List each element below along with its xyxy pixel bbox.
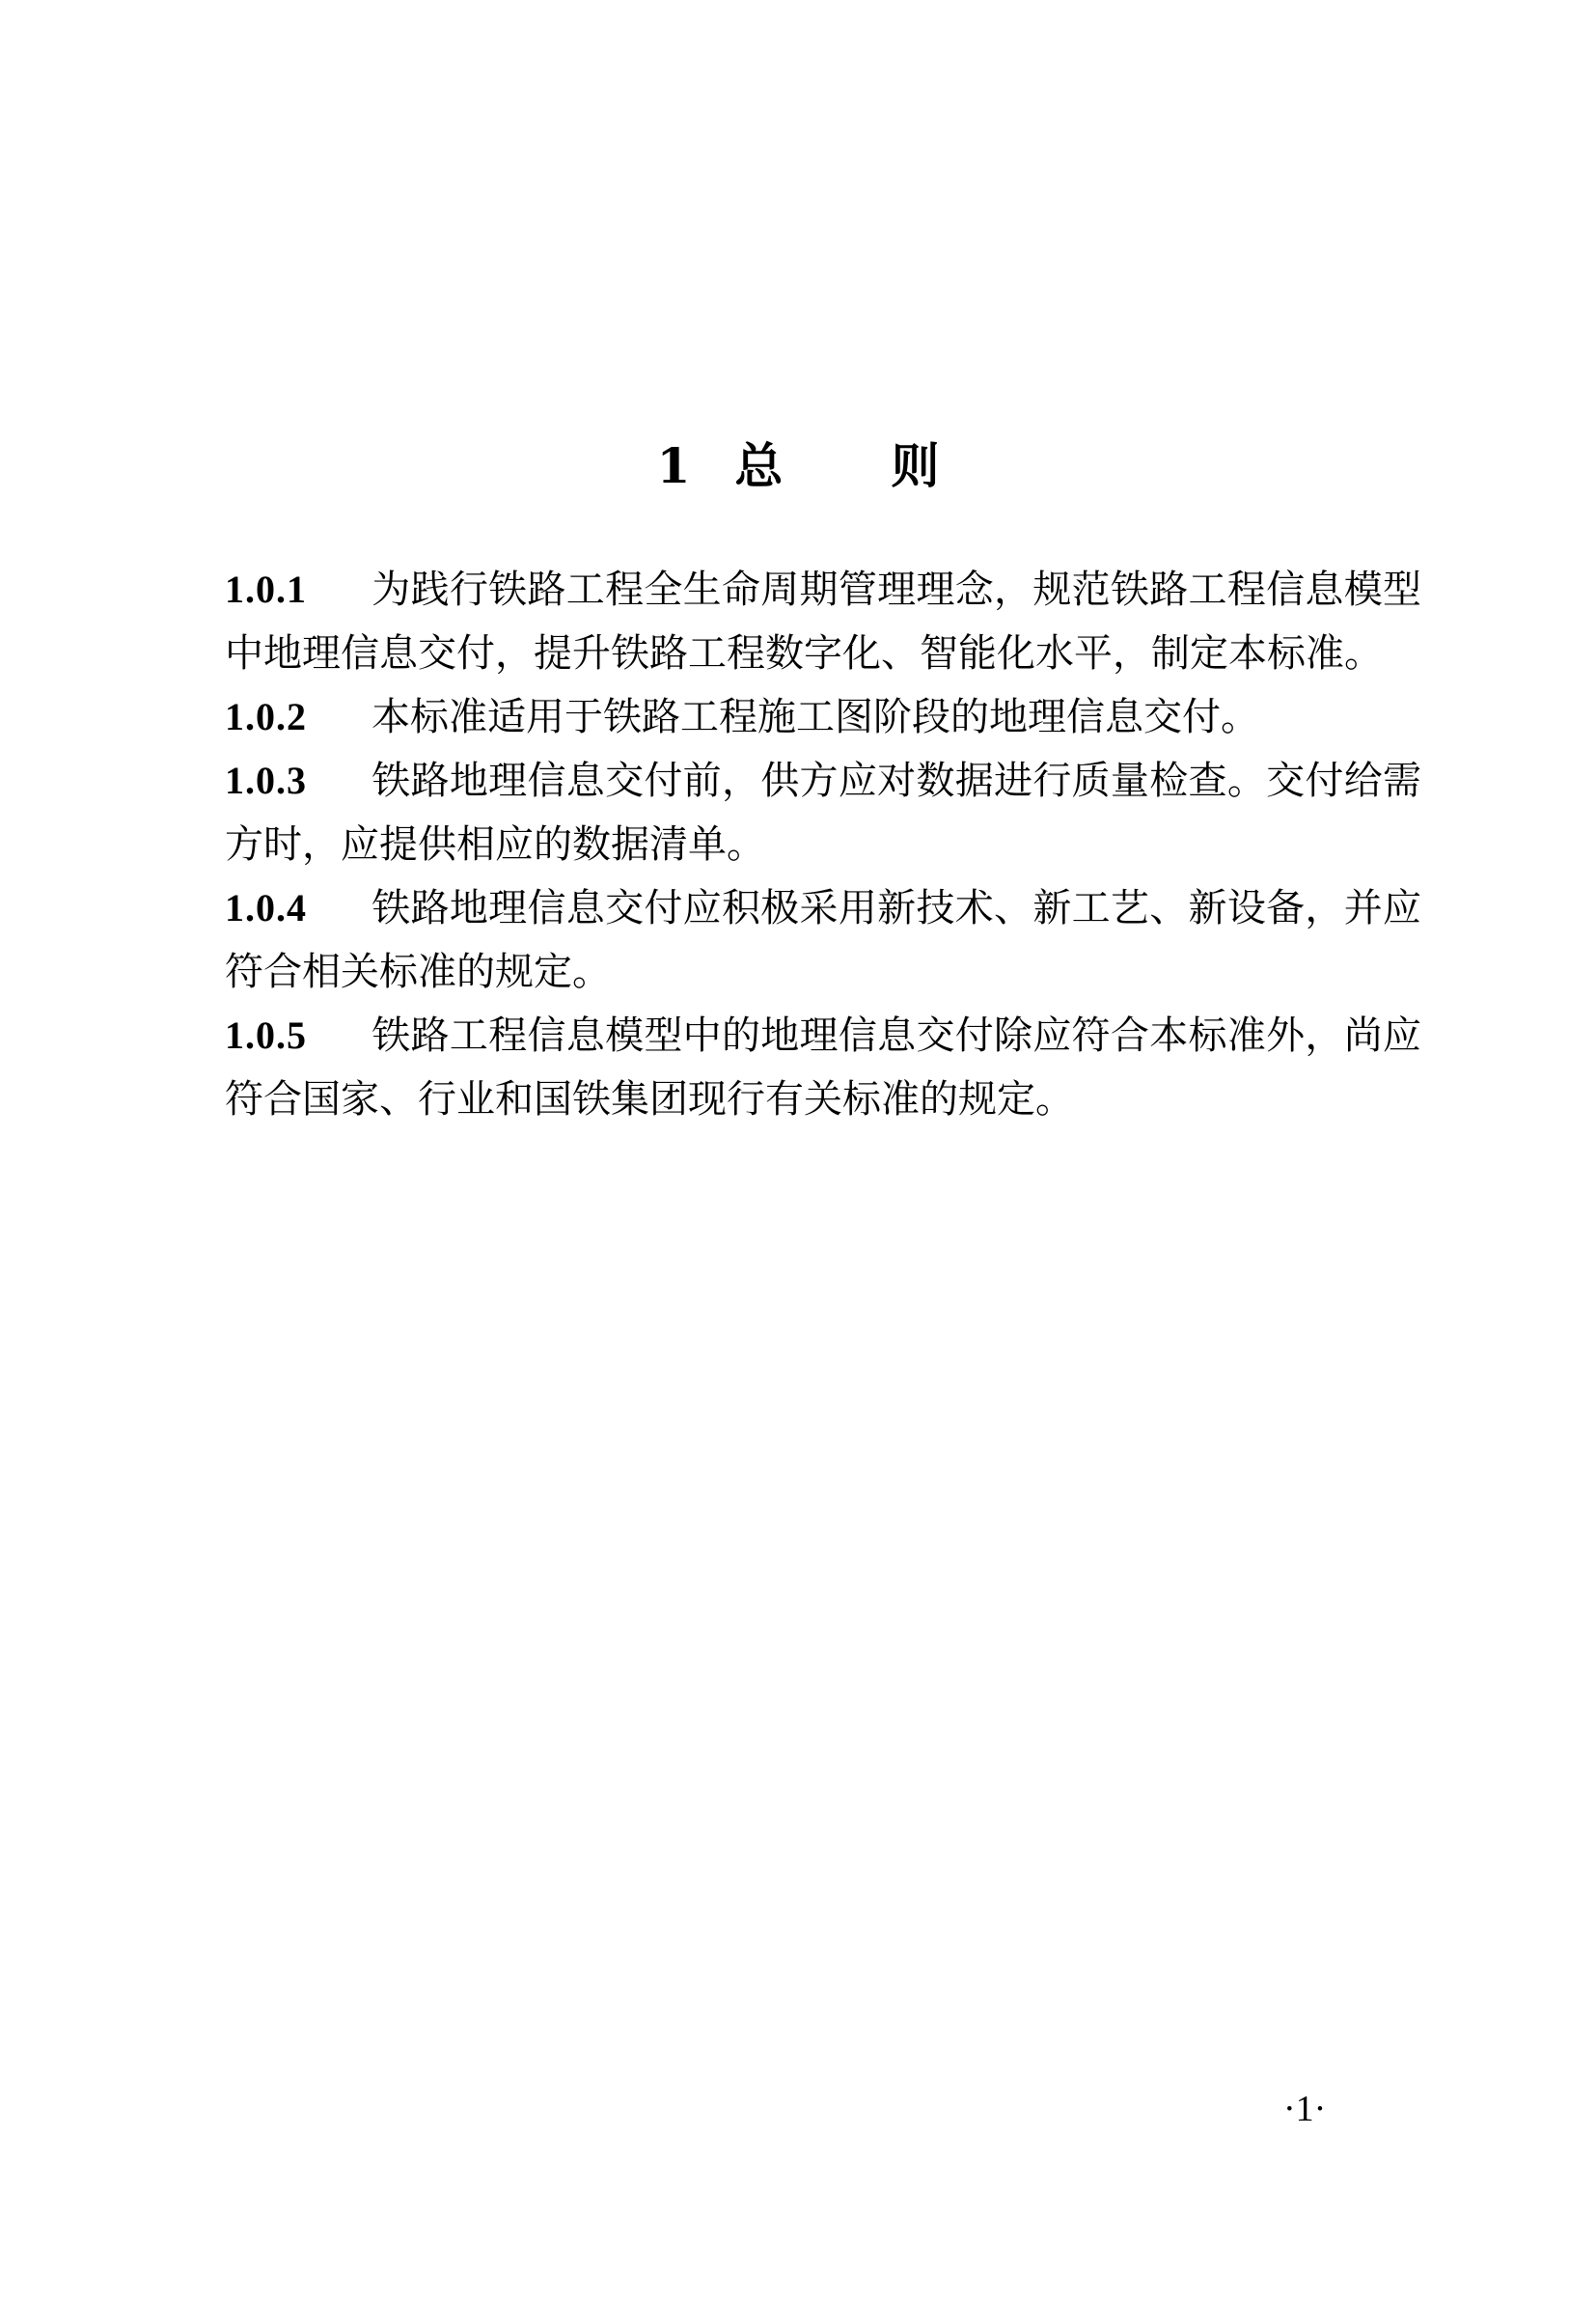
clause-number: 1.0.3: [225, 759, 307, 802]
clause-text: 铁路地理信息交付应积极采用新技术、新工艺、新设备，并应符合相关标准的规定。: [225, 886, 1421, 994]
chapter-title-part1: 总: [734, 437, 784, 494]
clause-1-0-1: [225, 558, 1421, 685]
clause-1-0-3: [225, 749, 1421, 876]
clause-1-0-2: [225, 685, 1421, 749]
chapter-body: [225, 558, 1421, 1131]
clause-text: 铁路地理信息交付前，供方应对数据进行质量检查。交付给需方时，应提供相应的数据清单。: [225, 759, 1421, 867]
clause-text: 铁路工程信息模型中的地理信息交付除应符合本标准外，尚应符合国家、行业和国铁集团现行有关标准的规定。: [225, 1013, 1421, 1122]
page-number: ·1·: [1283, 2089, 1327, 2129]
clause-number: 1.0.5: [225, 1013, 307, 1057]
clause-number: 1.0.1: [225, 568, 307, 611]
clause-text: 为践行铁路工程全生命周期管理理念，规范铁路工程信息模型中地理信息交付，提升铁路工程数字化、智能化水平，制定本标准。: [225, 568, 1421, 676]
clause-text: 本标准适用于铁路工程施工图阶段的地理信息交付。: [371, 695, 1259, 739]
chapter-title-part2: 则: [891, 437, 940, 494]
page-title: [0, 432, 1596, 500]
clause-1-0-4: [225, 876, 1421, 1004]
clause-number: 1.0.4: [225, 886, 307, 930]
clause-number: 1.0.2: [225, 695, 307, 738]
chapter-number: 1: [656, 437, 691, 494]
clause-1-0-5: [225, 1004, 1421, 1131]
